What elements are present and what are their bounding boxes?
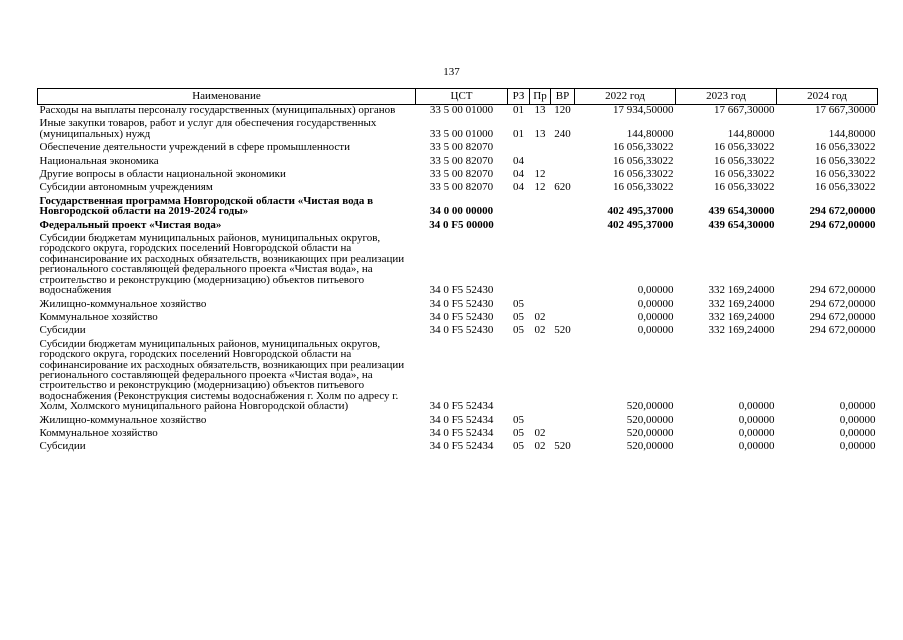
cell-2022: 16 056,33022: [613, 141, 674, 154]
cell-rz: 04: [513, 181, 524, 194]
cell-pr: 02: [534, 310, 546, 323]
table-row: [38, 179, 878, 192]
table-row: [38, 193, 878, 217]
cell-2023: 16 056,33022: [714, 181, 775, 194]
cell-2024: 144,80000: [828, 127, 876, 140]
cell-rz: 01: [513, 104, 524, 116]
cell-2024: 294 672,00000: [809, 218, 876, 231]
cell-vr: [551, 296, 575, 309]
cell-2024: 16 056,33022: [815, 181, 876, 194]
cell-2023: 439 654,30000: [708, 218, 775, 231]
cell-cst: 34 0 F5 52434: [429, 426, 494, 439]
table-row: [38, 336, 878, 412]
cell-vr: 620: [554, 181, 571, 194]
cell-2024: 0,00000: [839, 440, 876, 453]
cell-rz: [508, 336, 530, 412]
table-row: [38, 105, 878, 116]
cell-rz: 04: [513, 154, 524, 167]
cell-2023: 144,80000: [727, 127, 775, 140]
cell-name: Обеспечение деятельности учреждений в сфере промышленности: [39, 141, 350, 154]
cell-pr: [530, 217, 551, 230]
cell-2024: 17 667,30000: [815, 104, 876, 116]
cell-name: Субсидии: [39, 324, 86, 337]
cell-2024: 294 672,00000: [809, 284, 876, 297]
cell-name: Субсидии: [39, 440, 86, 453]
cell-2024: 16 056,33022: [815, 168, 876, 181]
cell-pr: 12: [534, 168, 546, 181]
cell-rz: [508, 217, 530, 230]
cell-cst: 34 0 F5 52430: [429, 324, 494, 337]
cell-2023: 16 056,33022: [714, 168, 775, 181]
cell-2022: 16 056,33022: [613, 168, 674, 181]
page-number: 137: [443, 66, 460, 78]
cell-cst: 33 5 00 01000: [429, 104, 494, 116]
cell-2024: 0,00000: [839, 426, 876, 439]
cell-vr: [551, 309, 575, 322]
cell-2022: 0,00000: [637, 297, 674, 310]
cell-2022: 16 056,33022: [613, 154, 674, 167]
cell-2022: 402 495,37000: [607, 218, 674, 231]
cell-2023: 332 169,24000: [708, 297, 775, 310]
cell-cst: 33 5 00 82070: [429, 141, 494, 154]
cell-2022: 520,00000: [626, 400, 674, 413]
cell-2023: 0,00000: [738, 426, 775, 439]
header-2023: 2023 год: [676, 89, 777, 105]
cell-2022: 402 495,37000: [607, 205, 674, 218]
cell-name: Другие вопросы в области национальной экономики: [39, 168, 286, 181]
cell-pr: [530, 193, 551, 217]
cell-2023: 17 667,30000: [714, 104, 775, 116]
cell-name: Коммунальное хозяйство: [39, 426, 158, 439]
table-row: [38, 425, 878, 438]
cell-pr: [530, 336, 551, 412]
cell-cst: 34 0 F5 52434: [429, 440, 494, 453]
cell-name: Национальная экономика: [39, 154, 159, 167]
cell-rz: 05: [513, 426, 524, 439]
header-cst: ЦСТ: [416, 89, 508, 105]
cell-cst: 34 0 F5 52434: [429, 413, 494, 426]
cell-2022: 144,80000: [626, 127, 674, 140]
cell-name: Субсидии автономным учреждениям: [39, 181, 213, 194]
cell-vr: [551, 193, 575, 217]
cell-pr: 13: [534, 104, 546, 116]
cell-name: Субсидии бюджетам муниципальных районов, муниципальных округов, городского округа, городских поселений Новгородской области на софинансирование их расходных обязательств, возникающих при реализации регионального составляющей федерального проекта «Чистая вода», на строительство и реконструкцию (модернизацию) объектов питьевого водоснабжения (Реконструкция системы водоснабжения г. Холм по адресу г. Холм, Холмского муниципального района Новгородской области): [39, 337, 405, 413]
cell-pr: 02: [534, 324, 546, 337]
cell-rz: 05: [513, 324, 524, 337]
table-row: [38, 115, 878, 139]
cell-rz: 05: [513, 413, 524, 426]
cell-2023: 439 654,30000: [708, 205, 775, 218]
cell-pr: [530, 139, 551, 152]
cell-cst: 33 5 00 01000: [429, 127, 494, 140]
cell-vr: [551, 217, 575, 230]
cell-cst: 33 5 00 82070: [429, 168, 494, 181]
table-row: [38, 438, 878, 451]
cell-2022: 520,00000: [626, 440, 674, 453]
cell-rz: [508, 193, 530, 217]
cell-cst: 34 0 F5 00000: [429, 218, 494, 231]
cell-name: Жилищно-коммунальное хозяйство: [39, 297, 207, 310]
cell-vr: [551, 139, 575, 152]
cell-2022: 16 056,33022: [613, 181, 674, 194]
cell-2023: 16 056,33022: [714, 154, 775, 167]
table-row: [38, 322, 878, 335]
table-row: [38, 217, 878, 230]
cell-vr: [551, 166, 575, 179]
cell-name: Жилищно-коммунальное хозяйство: [39, 413, 207, 426]
cell-vr: [551, 412, 575, 425]
cell-cst: 34 0 00 00000: [429, 205, 494, 218]
cell-rz: 05: [513, 440, 524, 453]
cell-pr: [530, 296, 551, 309]
header-name: Наименование: [38, 89, 416, 105]
header-2022: 2022 год: [575, 89, 676, 105]
cell-vr: 120: [554, 104, 571, 116]
header-2024: 2024 год: [777, 89, 878, 105]
cell-2023: 16 056,33022: [714, 141, 775, 154]
cell-cst: 34 0 F5 52430: [429, 297, 494, 310]
cell-cst: 34 0 F5 52430: [429, 284, 494, 297]
cell-2022: 0,00000: [637, 310, 674, 323]
table-row: [38, 412, 878, 425]
cell-2024: 0,00000: [839, 400, 876, 413]
cell-vr: [551, 336, 575, 412]
cell-vr: [551, 425, 575, 438]
cell-rz: 05: [513, 310, 524, 323]
cell-name: Коммунальное хозяйство: [39, 310, 158, 323]
header-rz: РЗ: [508, 89, 530, 105]
cell-2022: 17 934,50000: [613, 104, 674, 116]
cell-2023: 0,00000: [738, 400, 775, 413]
cell-pr: [530, 230, 551, 295]
cell-name: Субсидии бюджетам муниципальных районов, муниципальных округов, городского округа, городских поселений Новгородской области на софинансирование их расходных обязательств, возникающих при реализации регионального составляющей федерального проекта «Чистая вода», на строительство и реконструкцию (модернизацию) объектов питьевого водоснабжения: [39, 232, 405, 297]
cell-2024: 294 672,00000: [809, 310, 876, 323]
cell-2023: 0,00000: [738, 413, 775, 426]
cell-rz: [508, 230, 530, 295]
table-row: [38, 230, 878, 295]
cell-cst: 34 0 F5 52430: [429, 310, 494, 323]
cell-rz: 01: [513, 127, 524, 140]
cell-pr: [530, 153, 551, 166]
cell-pr: 12: [534, 181, 546, 194]
table-row: [38, 296, 878, 309]
cell-vr: [551, 230, 575, 295]
cell-name: Федеральный проект «Чистая вода»: [39, 218, 222, 231]
cell-vr: [551, 153, 575, 166]
cell-pr: 02: [534, 426, 546, 439]
cell-2022: 520,00000: [626, 413, 674, 426]
table-header: [38, 89, 878, 105]
cell-cst: 33 5 00 82070: [429, 181, 494, 194]
cell-2022: 0,00000: [637, 324, 674, 337]
cell-pr: 02: [534, 440, 546, 453]
header-pr: Пр: [530, 89, 551, 105]
cell-2024: 294 672,00000: [809, 324, 876, 337]
cell-2024: 0,00000: [839, 413, 876, 426]
table-body: [38, 105, 878, 452]
cell-2023: 332 169,24000: [708, 310, 775, 323]
cell-2024: 16 056,33022: [815, 154, 876, 167]
budget-table: [37, 88, 878, 452]
cell-name: Государственная программа Новгородской области «Чистая вода в Новгородской области на 2019-2024 годы»: [39, 194, 374, 218]
cell-cst: 33 5 00 82070: [429, 154, 494, 167]
cell-2024: 294 672,00000: [809, 297, 876, 310]
cell-name: Иные закупки товаров, работ и услуг для обеспечения государственных (муниципальных) нужд: [39, 117, 377, 140]
cell-vr: 240: [554, 127, 571, 140]
cell-2022: 520,00000: [626, 426, 674, 439]
cell-2022: 0,00000: [637, 284, 674, 297]
cell-2024: 16 056,33022: [815, 141, 876, 154]
table-row: [38, 166, 878, 179]
table-row: [38, 309, 878, 322]
cell-2023: 0,00000: [738, 440, 775, 453]
cell-2023: 332 169,24000: [708, 284, 775, 297]
cell-2023: 332 169,24000: [708, 324, 775, 337]
header-vr: ВР: [551, 89, 575, 105]
table-row: [38, 139, 878, 152]
cell-rz: 04: [513, 168, 524, 181]
cell-vr: 520: [554, 440, 571, 453]
cell-pr: 13: [534, 127, 546, 140]
cell-rz: [508, 139, 530, 152]
table-row: [38, 153, 878, 166]
cell-cst: 34 0 F5 52434: [429, 400, 494, 413]
cell-pr: [530, 412, 551, 425]
cell-rz: 05: [513, 297, 524, 310]
cell-name: Расходы на выплаты персоналу государственных (муниципальных) органов: [39, 104, 396, 116]
cell-vr: 520: [554, 324, 571, 337]
cell-2024: 294 672,00000: [809, 205, 876, 218]
